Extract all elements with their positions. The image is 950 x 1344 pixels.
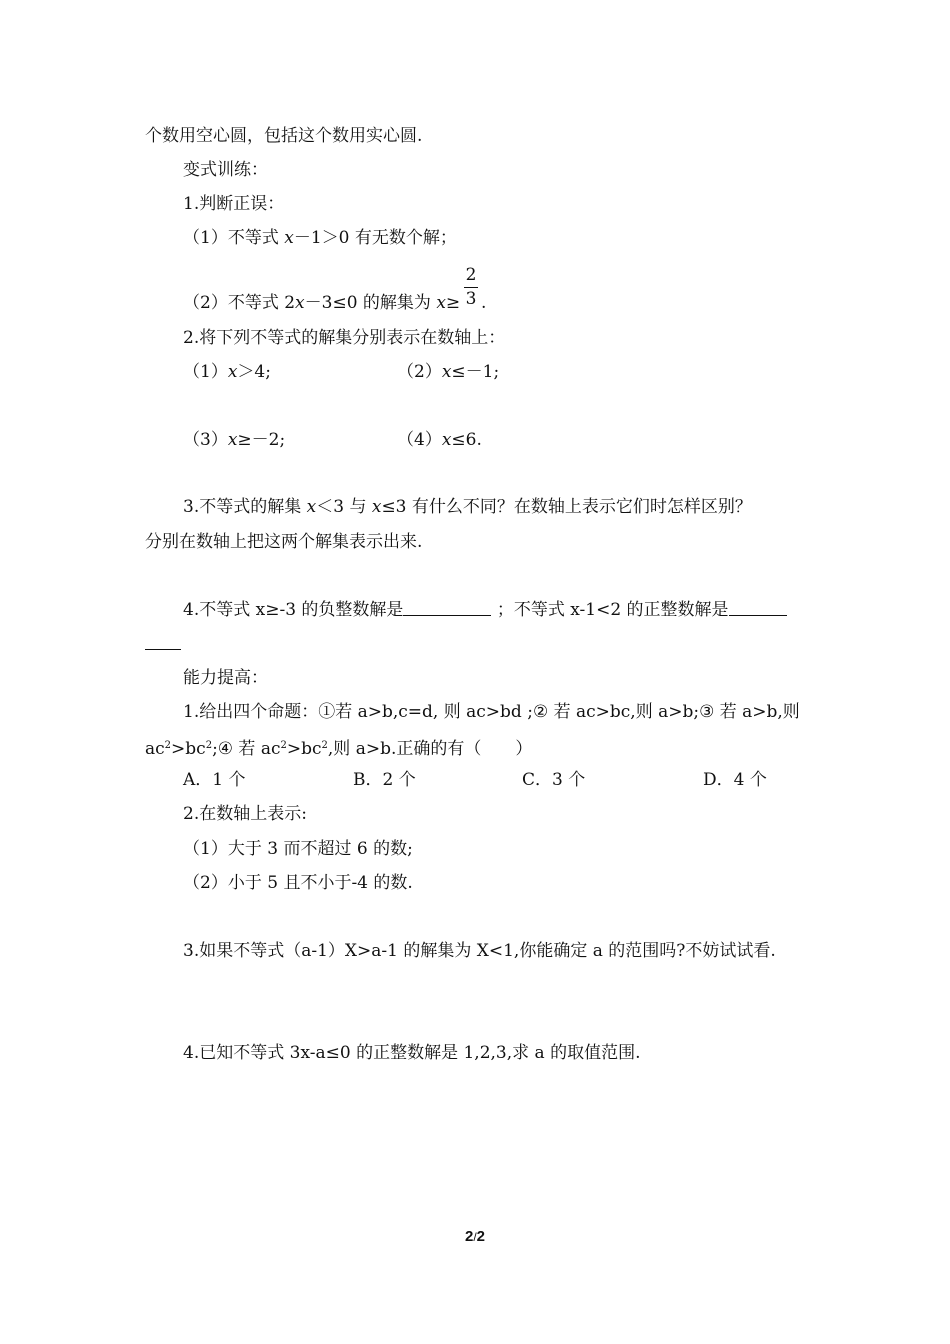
answer-blank-2-cont[interactable] bbox=[145, 635, 181, 650]
q3-line-2: 分别在数轴上把这两个解集表示出来. bbox=[145, 532, 423, 552]
ability-heading: 能力提高： bbox=[183, 668, 268, 688]
q4-blank-continuation bbox=[145, 634, 181, 654]
option-d: D．4 个 bbox=[703, 770, 767, 790]
q2-item-3: （3）x≥－2; bbox=[183, 430, 286, 450]
fraction-numerator: 2 bbox=[465, 265, 477, 285]
variant-heading: 变式训练： bbox=[183, 160, 268, 180]
a4-line: 4.已知不等式 3x-a≤0 的正整数解是 1,2,3,求 a 的取值范围. bbox=[183, 1043, 641, 1063]
answer-blank-1[interactable] bbox=[403, 601, 491, 616]
fraction-denominator: 3 bbox=[465, 289, 477, 309]
a2-item-2: （2）小于 5 且不小于-4 的数. bbox=[183, 873, 413, 893]
q2-item-1: （1）x＞4; bbox=[183, 362, 271, 382]
option-a: A．1 个 bbox=[183, 770, 246, 790]
a1-line-1: 1.给出四个命题：①若 a>b,c=d, 则 ac>bd ;② 若 ac>bc,则 a>b;③ 若 a>b,则 bbox=[183, 702, 800, 722]
fraction-bar bbox=[464, 287, 478, 288]
q1-item-2: （2）不等式 2x－3≤0 的解集为 x≥ bbox=[183, 293, 461, 313]
intro-tail-text: 个数用空心圆，包括这个数用实心圆. bbox=[145, 126, 423, 146]
q2-heading: 2.将下列不等式的解集分别表示在数轴上： bbox=[183, 328, 506, 348]
a1-line-2: $ac^2>bc^2;④$ 若 $ac^2>bc^2$,则 a>b.正确的有（ ） bbox=[145, 739, 533, 759]
q3-line-1: 3.不等式的解集 x＜3 与 x≤3 有什么不同？在数轴上表示它们时怎样区别？ bbox=[183, 497, 752, 517]
q1-item-1: （1）不等式 x－1＞0 有无数个解； bbox=[183, 228, 457, 248]
option-c: C．3 个 bbox=[522, 770, 586, 790]
page-number: 2/2 bbox=[464, 1228, 486, 1245]
option-b: B．2 个 bbox=[353, 770, 416, 790]
q2-item-4: （4）x≤6. bbox=[397, 430, 482, 450]
q2-item-2: （2）x≤－1; bbox=[397, 362, 500, 382]
a2-heading: 2.在数轴上表示: bbox=[183, 804, 307, 824]
a2-item-1: （1）大于 3 而不超过 6 的数; bbox=[183, 839, 413, 859]
answer-blank-2[interactable] bbox=[729, 601, 787, 616]
q1-item-2-end: . bbox=[481, 293, 487, 313]
q4-line: 4.不等式 x≥-3 的负整数解是 ；不等式 x-1<2 的正整数解是 bbox=[183, 600, 787, 620]
q1-heading: 1.判断正误： bbox=[183, 194, 285, 214]
a3-line: 3.如果不等式（a-1）X>a-1 的解集为 X<1,你能确定 a 的范围吗?不妨试试看. bbox=[183, 941, 776, 961]
